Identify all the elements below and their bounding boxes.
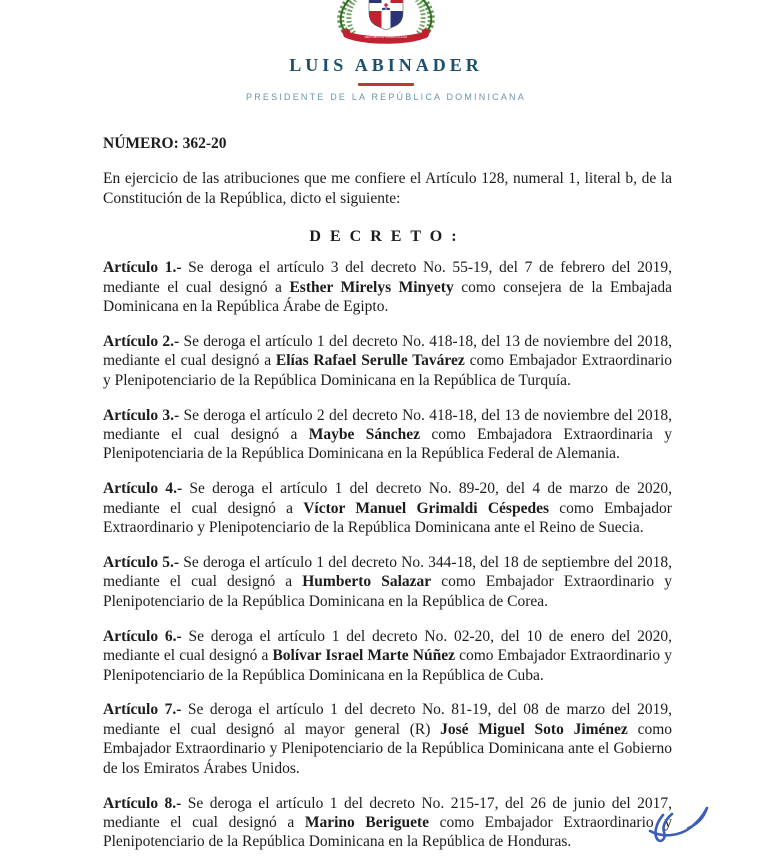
designee-name: Maybe Sánchez bbox=[308, 425, 420, 443]
article-label: Artículo 7.- bbox=[103, 701, 182, 719]
designee-name: Marino Beriguete bbox=[304, 813, 430, 831]
article-paragraph bbox=[103, 332, 672, 390]
article-text: como Embajador Extraordinario y Plenipotenciario de la República Dominicana en la República de Cuba. bbox=[103, 647, 672, 684]
article-paragraph bbox=[103, 406, 672, 464]
article-text: Se deroga el artículo 3 del decreto No. 55-19, del 7 de febrero del 2019, mediante el cual designó a bbox=[103, 259, 673, 296]
article-text: como Embajador Extraordinario y Plenipotenciario de la República Dominicana en la República de Honduras. bbox=[103, 813, 672, 851]
handwritten-initials bbox=[645, 801, 715, 851]
article-paragraph bbox=[103, 794, 672, 852]
designee-name: José Miguel Soto Jiménez bbox=[440, 720, 628, 738]
emblem-ribbon-text: REPÚBLICA DOMINICANA bbox=[364, 35, 408, 40]
article-text: como Embajador Extraordinario y Plenipotenciario de la República Dominicana ante el Reino de Suecia. bbox=[103, 499, 672, 537]
decree-body bbox=[103, 135, 672, 852]
article-text: Se deroga el artículo 1 del decreto No. 81-19, del 08 de marzo del 2019, mediante el cual designó al mayor general (R) bbox=[103, 701, 673, 738]
intro-paragraph: En ejercicio de las atribuciones que me confiere el Artículo 128, numeral 1, literal b, de la Constitución de la República, dicto el siguiente: bbox=[103, 170, 672, 207]
article-text: Se deroga el artículo 2 del decreto No. 418-18, del 13 de noviembre del 2018, mediante el cual designó a bbox=[103, 406, 672, 443]
president-name: LUIS ABINADER bbox=[289, 55, 483, 75]
designee-name: Humberto Salazar bbox=[302, 573, 432, 591]
article-paragraph bbox=[103, 627, 672, 685]
article-text: Se deroga el artículo 1 del decreto No. 89-20, del 4 de marzo de 2020, mediante el cual designó a bbox=[103, 480, 672, 517]
red-divider-rule bbox=[358, 83, 414, 86]
designee-name: Bolívar Israel Marte Núñez bbox=[272, 647, 455, 665]
article-text: como Embajador Extraordinario y Plenipotenciario de la República Dominicana en la República de Turquía. bbox=[103, 352, 672, 389]
article-paragraph bbox=[103, 479, 672, 537]
article-label: Artículo 6.- bbox=[103, 627, 182, 645]
article-label: Artículo 4.- bbox=[103, 480, 183, 498]
decree-heading: DECRETO: bbox=[309, 227, 466, 245]
article-paragraph bbox=[103, 553, 672, 611]
designee-name: Víctor Manuel Grimaldi Céspedes bbox=[303, 499, 549, 517]
president-subtitle: PRESIDENTE DE LA REPÚBLICA DOMINICANA bbox=[246, 92, 526, 102]
article-paragraph bbox=[103, 700, 672, 778]
article-label: Artículo 2.- bbox=[103, 332, 180, 350]
article-label: Artículo 3.- bbox=[103, 406, 180, 424]
article-text: como Embajadora Extraordinaria y Plenipotenciaria de la República Dominicana en la República Federal de Alemania. bbox=[103, 425, 672, 463]
letterhead bbox=[0, 0, 772, 102]
article-label: Artículo 1.- bbox=[103, 259, 182, 277]
article-label: Artículo 5.- bbox=[103, 553, 180, 571]
article-label: Artículo 8.- bbox=[103, 794, 182, 812]
article-text: Se deroga el artículo 1 del decreto No. 418-18, del 13 de noviembre del 2018, mediante el cual designó a bbox=[103, 332, 672, 370]
coat-of-arms-icon bbox=[0, 0, 772, 44]
article-text: Se deroga el artículo 1 del decreto No. 344-18, del 18 de septiembre del 2018, mediante el cual designó a bbox=[103, 553, 672, 591]
article-text: como consejera de la Embajada Dominicana en la República Árabe de Egipto. bbox=[103, 278, 672, 315]
article-paragraph bbox=[103, 258, 672, 316]
designee-name: Elías Rafael Serulle Tavárez bbox=[275, 352, 465, 370]
designee-name: Esther Mirelys Minyety bbox=[289, 278, 454, 296]
decree-number: NÚMERO: 362-20 bbox=[103, 135, 227, 152]
article-text: como Embajador Extraordinario y Plenipotenciario de la República Dominicana ante el Gobierno de los Emiratos Árabes Unidos. bbox=[103, 720, 673, 777]
article-text: Se deroga el artículo 1 del decreto No. 02-20, del 10 de enero del 2020, mediante el cual designó a bbox=[103, 627, 672, 665]
article-text: como Embajador Extraordinario y Plenipotenciario de la República Dominicana en la República de Corea. bbox=[103, 573, 672, 610]
article-text: Se deroga el artículo 1 del decreto No. 215-17, del 26 de junio del 2017, mediante el cual designó a bbox=[103, 794, 672, 831]
